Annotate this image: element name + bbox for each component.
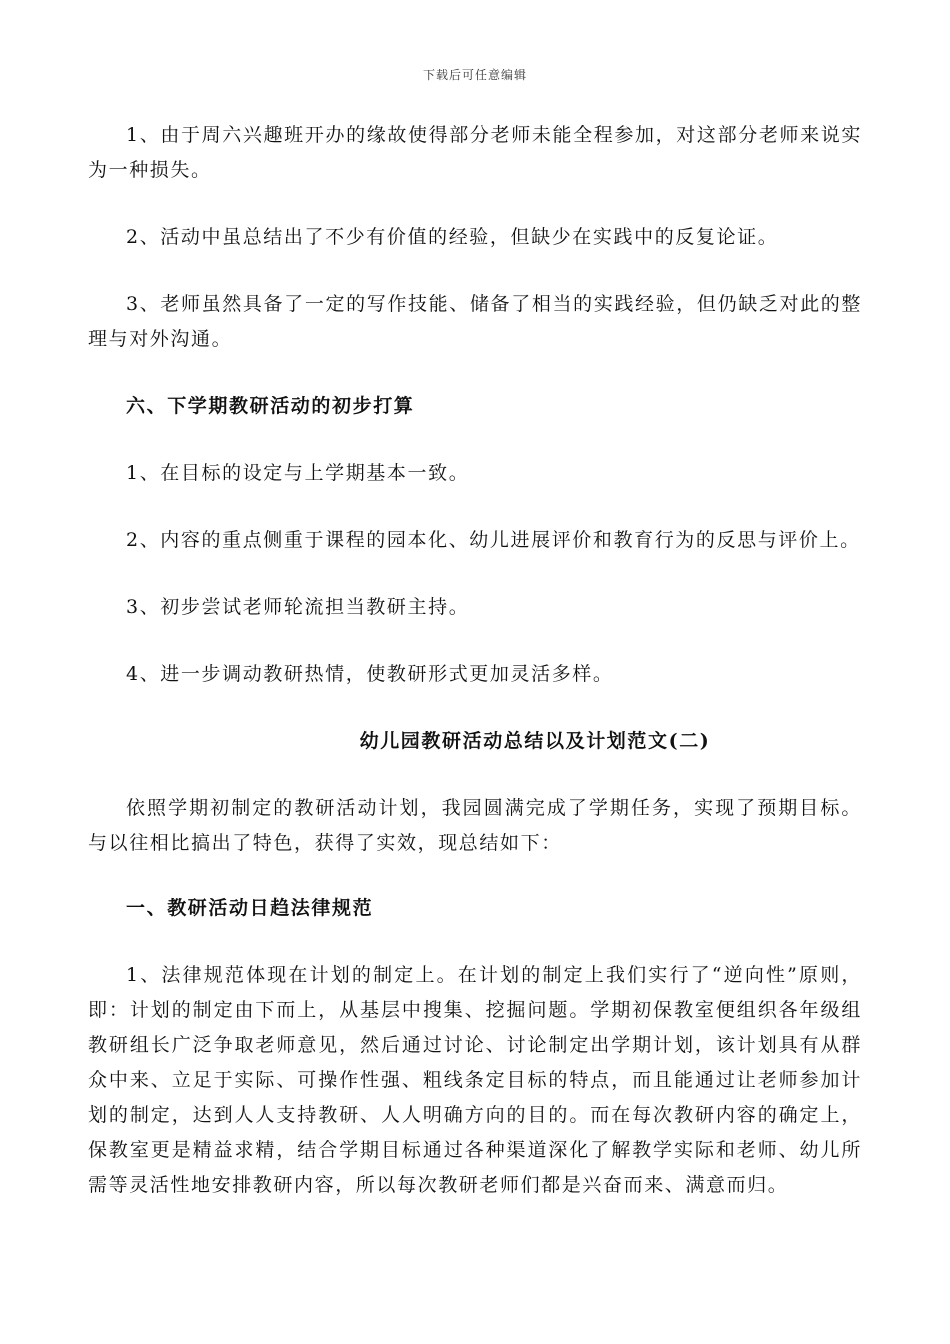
document-body: [88, 118, 862, 1235]
article-title: 幼儿园教研活动总结以及计划范文(二): [359, 730, 711, 752]
section-one-paragraph: 1、法律规范体现在计划的制定上。在计划的制定上我们实行了“逆向性”原则，即：计划的制定由下而上，从基层中搜集、挖掘问题。学期初保教室便组织各年级组教研组长广泛争取老师意见，然后通过讨论、讨论制定出学期计划，该计划具有从群众中来、立足于实际、可操作性强、粗线条定目标的特点，而且能通过让老师参加计划的制定，达到人人支持教研、人人明确方向的目的。而在每次教研内容的确定上，保教室更是精益求精，结合学期目标通过各种渠道深化了解教学实际和老师、幼儿所需等灵活性地安排教研内容，所以每次教研老师们都是兴奋而来、满意而归。: [88, 964, 862, 1196]
article-intro: 依照学期初制定的教研活动计划，我园圆满完成了学期任务，实现了预期目标。与以往相比搞出了特色，获得了实效，现总结如下：: [88, 797, 862, 854]
plan-item-3: 3、初步尝试老师轮流担当教研主持。: [126, 596, 470, 618]
section-heading-six: 六、下学期教研活动的初步打算: [126, 395, 415, 417]
paragraph-item-3: 3、老师虽然具备了一定的写作技能、储备了相当的实践经验，但仍缺乏对此的整理与对外沟通。: [88, 293, 862, 350]
plan-item-1: 1、在目标的设定与上学期基本一致。: [126, 462, 470, 484]
paragraph-item-2: 2、活动中虽总结出了不少有价值的经验，但缺少在实践中的反复论证。: [126, 226, 779, 248]
plan-item-4: 4、进一步调动教研热情，使教研形式更加灵活多样。: [126, 663, 614, 685]
paragraph-item-1: 1、由于周六兴趣班开办的缘故使得部分老师未能全程参加，对这部分老师来说实为一种损失。: [88, 124, 862, 181]
plan-item-2: 2、内容的重点侧重于课程的园本化、幼儿进展评价和教育行为的反思与评价上。: [126, 529, 861, 551]
section-heading-one: 一、教研活动日趋法律规范: [126, 897, 374, 919]
page-header: 下载后可任意编辑: [422, 68, 527, 82]
